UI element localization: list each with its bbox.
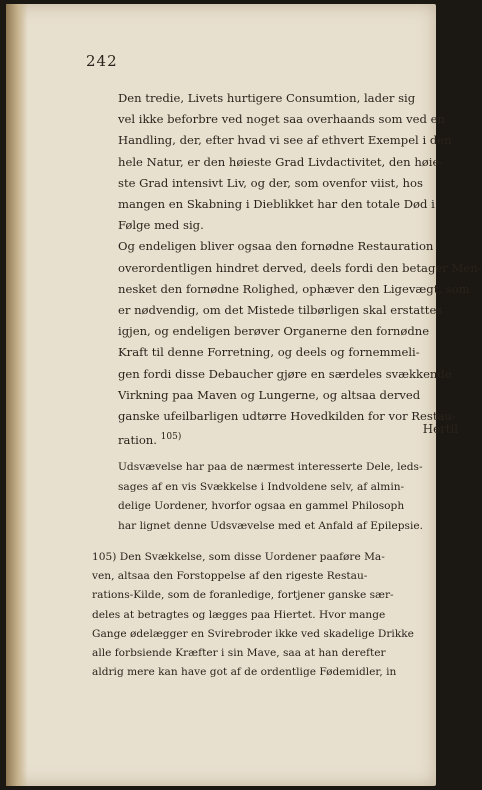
footnote-line bbox=[92, 663, 422, 682]
text-line: Og endeligen bliver ogsaa den fornødne Restauration bbox=[118, 239, 434, 254]
text-line: Handling, der, efter hvad vi see af ethvert Exempel i den bbox=[118, 133, 452, 148]
text-line: Den tredie, Livets hurtigere Consumtion, lader sig bbox=[118, 91, 416, 105]
text-fragment: ration. bbox=[118, 433, 157, 448]
footnote-line: delige Uordener, hvorfor ogsaa en gammel Philosoph bbox=[118, 500, 405, 513]
text-line: er nødvendig, om det Mistede tilbørligen skal erstattes bbox=[118, 303, 443, 318]
footnote-line: rations-Kilde, som de foranledige, fortjener ganske sær- bbox=[92, 589, 394, 602]
text-line bbox=[84, 427, 422, 451]
text-line: mangen en Skabning i Dieblikket har den totale Død i bbox=[118, 197, 435, 212]
footnote-catchword: in bbox=[386, 666, 397, 679]
footnote-105 bbox=[92, 548, 422, 682]
text-fragment: aldrig mere kan have got af de ordentlige Fødemidler, bbox=[92, 666, 383, 679]
text-line: Virkning paa Maven og Lungerne, og altsaa derved bbox=[118, 387, 421, 402]
footnote-line: sages af en vis Svækkelse i Indvoldene selv, af almin- bbox=[118, 480, 405, 493]
footnote-line: Udsvævelse har paa de nærmest interesserte Dele, leds- bbox=[118, 461, 423, 473]
catchword: Hertil bbox=[422, 422, 458, 436]
text-line: Følge med sig. bbox=[118, 218, 204, 233]
text-line: hele Natur, er den høieste Grad Livdactivitet, den høie- bbox=[118, 154, 444, 169]
footnote-line: har lignet denne Udsvævelse med et Anfald af Epilepsie. bbox=[118, 519, 423, 532]
footnote-line: alle forbsiende Kræfter i sin Mave, saa at han derefter bbox=[92, 647, 386, 660]
footnote-reference: 105) bbox=[160, 432, 182, 443]
text-line: Kraft til denne Forretning, og deels og fornemmeli- bbox=[118, 345, 420, 360]
text-line: nesket den fornødne Rolighed, ophæver den Ligevægt, som bbox=[118, 281, 470, 296]
text-line: ganske ufeilbarligen udtørre Hovedkilden for vor Restau- bbox=[118, 409, 456, 424]
text-line: gen fordi disse Debaucher gjøre en særdeles svækkende bbox=[118, 366, 452, 381]
paragraph-1 bbox=[84, 88, 452, 236]
text-line: igjen, og endeligen berøver Organerne den fornødne bbox=[118, 324, 430, 339]
footnote-line: ven, altsaa den Forstoppelse af den rigeste Restau- bbox=[92, 570, 368, 583]
page-number: 242 bbox=[86, 52, 118, 70]
footnote-line: deles at betragtes og lægges paa Hiertet. Hvor mange bbox=[92, 608, 386, 621]
footnote-line: Gange ødelægger en Svirebroder ikke ved skadelige Drikke bbox=[92, 627, 414, 640]
text-line: overordentligen hindret derved, deels fordi den betager Men- bbox=[118, 260, 482, 275]
footnote-line: 105) Den Svækkelse, som disse Uordener paaføre Ma- bbox=[92, 551, 385, 563]
footnote-continuation bbox=[118, 458, 422, 536]
text-line: ste Grad intensivt Liv, og der, som ovenfor viist, hos bbox=[118, 175, 423, 190]
text-line: vel ikke beforbre ved noget saa overhaands som ved en bbox=[118, 112, 445, 127]
book-gutter bbox=[6, 4, 28, 786]
